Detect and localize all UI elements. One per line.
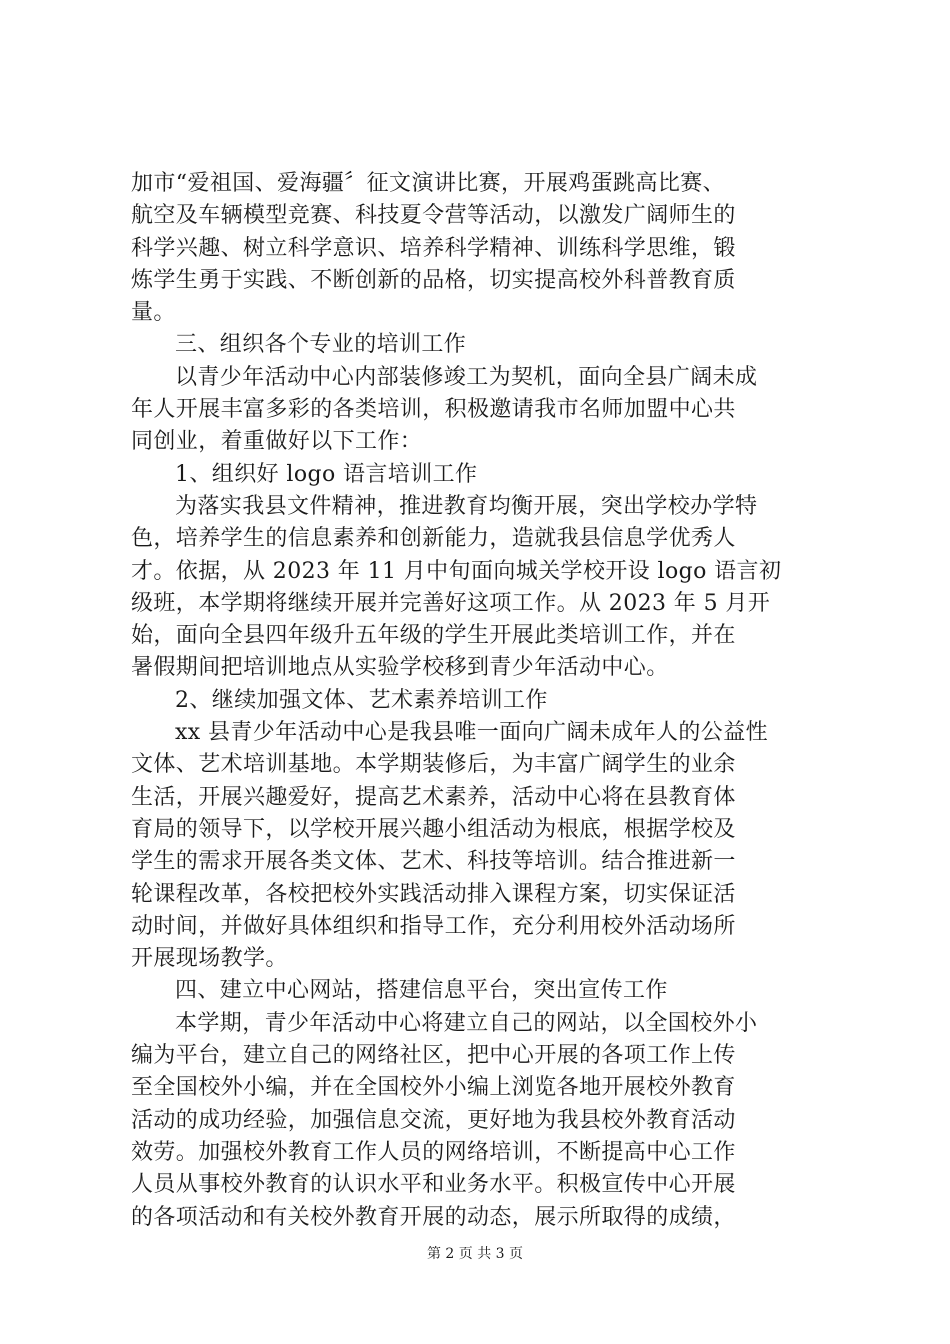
paragraph-start: 以青少年活动中心内部装修竣工为契机，面向全县广阔未成 xyxy=(175,364,758,390)
body-line: 科学兴趣、树立科学意识、培养科学精神、训练科学思维，锻 xyxy=(131,235,736,261)
body-line: 始，面向全县四年级升五年级的学生开展此类培训工作，并在 xyxy=(131,623,736,649)
document-body xyxy=(131,168,831,1234)
page-footer: 第 2 页 共 3 页 xyxy=(426,1246,524,1262)
body-line: 级班，本学期将继续开展并完善好这项工作。从 2023 年 5 月开 xyxy=(131,590,771,616)
section-heading: 三、组织各个专业的培训工作 xyxy=(175,332,467,358)
body-line: 效劳。加强校外教育工作人员的网络培训，不断提高中心工作 xyxy=(131,1139,736,1165)
body-line: 年人开展丰富多彩的各类培训，积极邀请我市名师加盟中心共 xyxy=(131,397,736,423)
body-line: 暑假期间把培训地点从实验学校移到青少年活动中心。 xyxy=(131,655,669,681)
paragraph-start: 为落实我县文件精神，推进教育均衡开展，突出学校办学特 xyxy=(175,493,758,519)
body-line: 学生的需求开展各类文体、艺术、科技等培训。结合推进新一 xyxy=(131,849,736,875)
body-line: 色，培养学生的信息素养和创新能力，造就我县信息学优秀人 xyxy=(131,526,736,552)
body-line: 航空及车辆模型竞赛、科技夏令营等活动，以激发广阔师生的 xyxy=(131,203,736,229)
paragraph-start: xx 县青少年活动中心是我县唯一面向广阔未成年人的公益性 xyxy=(175,720,769,746)
body-line: 育局的领导下，以学校开展兴趣小组活动为根底，根据学校及 xyxy=(131,816,736,842)
subsection-heading: 1、组织好 logo 语言培训工作 xyxy=(175,461,478,487)
body-line: 炼学生勇于实践、不断创新的品格，切实提高校外科普教育质 xyxy=(131,267,736,293)
body-line: 编为平台，建立自己的网络社区，把中心开展的各项工作上传 xyxy=(131,1043,736,1069)
subsection-heading: 2、继续加强文体、艺术素养培训工作 xyxy=(175,687,548,713)
body-line: 加市“爱祖国、爱海疆〞征文演讲比赛，开展鸡蛋跳高比赛、 xyxy=(131,171,726,196)
body-line: 人员从事校外教育的认识水平和业务水平。积极宣传中心开展 xyxy=(131,1172,736,1198)
body-line: 轮课程改革，各校把校外实践活动排入课程方案，切实保证活 xyxy=(131,881,736,907)
body-line: 至全国校外小编，并在全国校外小编上浏览各地开展校外教育 xyxy=(131,1075,736,1101)
body-line: 文体、艺术培训基地。本学期装修后，为丰富广阔学生的业余 xyxy=(131,752,736,778)
paragraph-start: 本学期，青少年活动中心将建立自己的网站，以全国校外小 xyxy=(175,1010,758,1036)
body-line: 动时间，并做好具体组织和指导工作，充分利用校外活动场所 xyxy=(131,913,736,939)
body-line: 才。依据，从 2023 年 11 月中旬面向城关学校开设 logo 语言初 xyxy=(131,558,782,584)
body-line: 生活，开展兴趣爱好，提高艺术素养，活动中心将在县教育体 xyxy=(131,784,736,810)
body-line: 的各项活动和有关校外教育开展的动态，展示所取得的成绩， xyxy=(131,1204,736,1230)
body-line: 同创业，着重做好以下工作： xyxy=(131,429,423,455)
body-line: 开展现场教学。 xyxy=(131,946,288,972)
body-line: 活动的成功经验，加强信息交流，更好地为我县校外教育活动 xyxy=(131,1107,736,1133)
body-line: 量。 xyxy=(131,300,176,326)
section-heading: 四、建立中心网站，搭建信息平台，突出宣传工作 xyxy=(175,978,668,1004)
